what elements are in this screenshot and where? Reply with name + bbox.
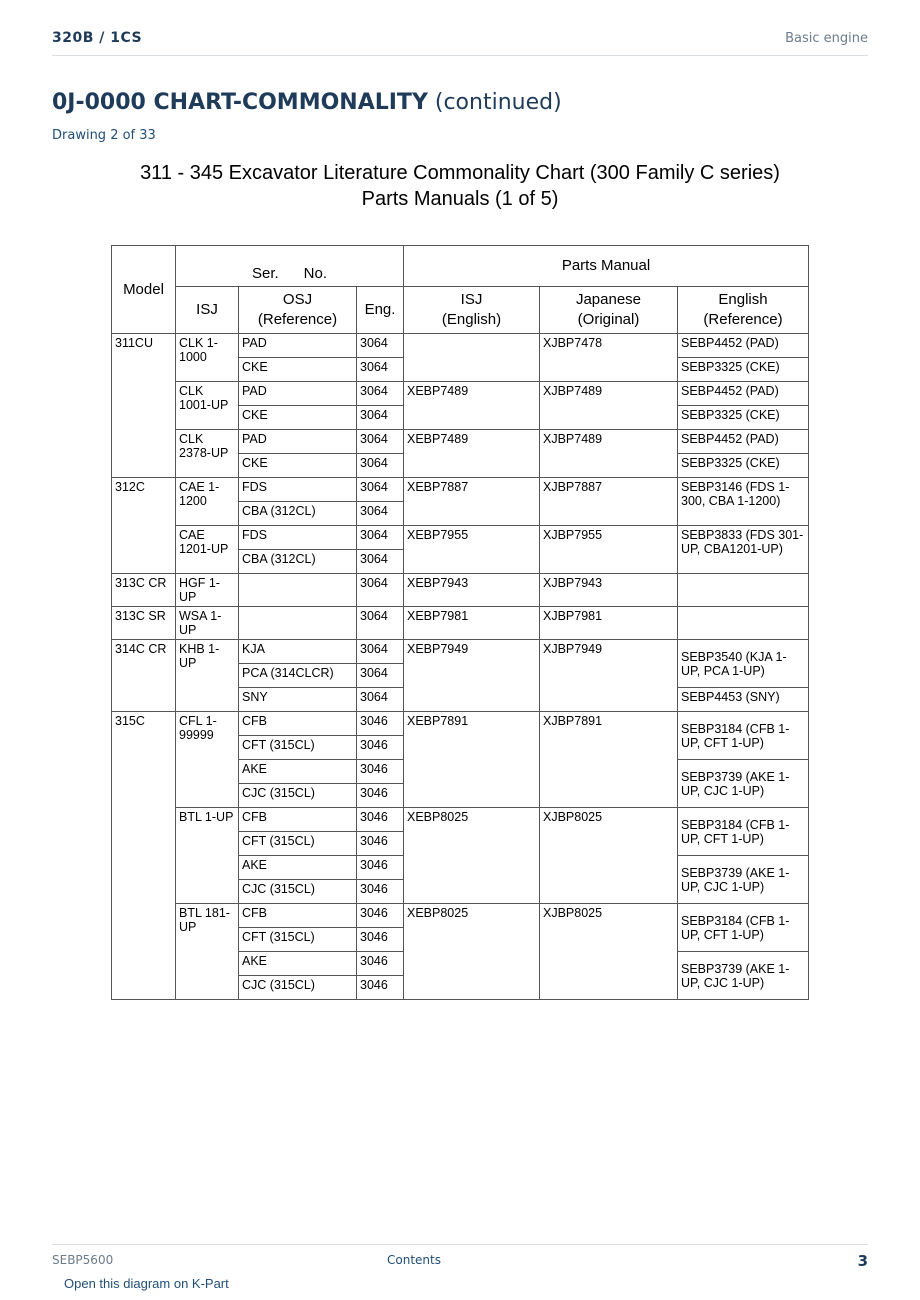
cell-pm-japanese: XJBP7943 — [540, 574, 678, 607]
header-isj: ISJ — [176, 287, 239, 334]
header-pm-isj-sub: (English) — [441, 311, 502, 328]
table-row — [112, 334, 809, 358]
cell-model: 315C — [112, 712, 176, 1000]
page-title-suffix: (continued) — [427, 90, 562, 115]
header-osj-sub: (Reference) — [257, 311, 338, 328]
cell-eng: 3046 — [357, 736, 404, 760]
cell-osj: CBA (312CL) — [239, 550, 357, 574]
cell-model: 311CU — [112, 334, 176, 478]
cell-pm-english: SEBP3833 (FDS 301-UP, CBA1201-UP) — [678, 526, 809, 574]
cell-eng: 3046 — [357, 976, 404, 1000]
cell-osj: CFT (315CL) — [239, 832, 357, 856]
cell-model: 314C CR — [112, 640, 176, 712]
cell-pm-japanese: XJBP8025 — [540, 808, 678, 904]
cell-osj: CFB — [239, 904, 357, 928]
cell-osj: CJC (315CL) — [239, 880, 357, 904]
footer-divider — [52, 1244, 868, 1245]
cell-pm-isj: XEBP7981 — [404, 607, 540, 640]
cell-osj: PAD — [239, 334, 357, 358]
cell-osj: FDS — [239, 526, 357, 550]
table-row — [112, 607, 809, 640]
cell-eng: 3046 — [357, 808, 404, 832]
table-row — [112, 904, 809, 928]
table-row — [112, 712, 809, 736]
page-title-main: 0J-0000 CHART-COMMONALITY — [52, 90, 428, 115]
cell-eng: 3064 — [357, 607, 404, 640]
cell-eng: 3064 — [357, 550, 404, 574]
cell-eng: 3046 — [357, 904, 404, 928]
cell-eng: 3046 — [357, 928, 404, 952]
cell-osj: FDS — [239, 478, 357, 502]
cell-isj-serial: CAE 1201-UP — [176, 526, 239, 574]
cell-eng: 3064 — [357, 430, 404, 454]
cell-pm-english: SEBP3184 (CFB 1-UP, CFT 1-UP) — [678, 808, 809, 856]
header-pm-japanese — [540, 287, 678, 334]
cell-osj: SNY — [239, 688, 357, 712]
header-osj — [239, 287, 357, 334]
header-pm-japanese-sub: (Original) — [577, 311, 640, 328]
cell-pm-english — [678, 574, 809, 607]
cell-osj: CKE — [239, 454, 357, 478]
cell-eng: 3064 — [357, 526, 404, 550]
table-row — [112, 478, 809, 502]
cell-isj-serial: HGF 1-UP — [176, 574, 239, 607]
cell-osj: CJC (315CL) — [239, 784, 357, 808]
cell-isj-serial: WSA 1-UP — [176, 607, 239, 640]
cell-pm-isj: XEBP7955 — [404, 526, 540, 574]
cell-isj-serial: CFL 1-99999 — [176, 712, 239, 808]
cell-pm-english — [678, 607, 809, 640]
header-pm-isj-label: ISJ — [460, 291, 483, 308]
cell-osj: CKE — [239, 358, 357, 382]
table-row — [112, 640, 809, 664]
cell-osj: KJA — [239, 640, 357, 664]
drawing-number: Drawing 2 of 33 — [52, 128, 156, 143]
cell-eng: 3046 — [357, 760, 404, 784]
cell-eng: 3064 — [357, 640, 404, 664]
cell-osj: CBA (312CL) — [239, 502, 357, 526]
cell-osj — [239, 607, 357, 640]
contents-link[interactable]: Contents — [387, 1253, 441, 1267]
cell-pm-isj: XEBP7489 — [404, 382, 540, 430]
cell-osj: PCA (314CLCR) — [239, 664, 357, 688]
chart-title-line2: Parts Manuals (1 of 5) — [361, 188, 559, 210]
cell-osj: AKE — [239, 952, 357, 976]
header-pm-english-label: English — [718, 291, 768, 308]
cell-eng: 3046 — [357, 880, 404, 904]
cell-pm-isj: XEBP7943 — [404, 574, 540, 607]
cell-eng: 3046 — [357, 856, 404, 880]
cell-isj-serial: KHB 1-UP — [176, 640, 239, 712]
cell-pm-english: SEBP3184 (CFB 1-UP, CFT 1-UP) — [678, 904, 809, 952]
header-pm-english-sub: (Reference) — [703, 311, 783, 328]
cell-pm-isj: XEBP7887 — [404, 478, 540, 526]
cell-eng: 3064 — [357, 664, 404, 688]
cell-isj-serial: BTL 181-UP — [176, 904, 239, 1000]
table-row — [112, 574, 809, 607]
cell-eng: 3064 — [357, 502, 404, 526]
cell-pm-english: SEBP3739 (AKE 1-UP, CJC 1-UP) — [678, 952, 809, 1000]
cell-pm-english: SEBP3184 (CFB 1-UP, CFT 1-UP) — [678, 712, 809, 760]
cell-pm-isj: XEBP8025 — [404, 808, 540, 904]
cell-eng: 3064 — [357, 454, 404, 478]
cell-osj: AKE — [239, 760, 357, 784]
header-pm-english — [678, 287, 809, 334]
commonality-table — [111, 245, 809, 1000]
chart-title-line1: 311 - 345 Excavator Literature Commonality Chart (300 Family C series) — [140, 162, 780, 184]
cell-osj: PAD — [239, 430, 357, 454]
cell-model: 313C SR — [112, 607, 176, 640]
cell-eng: 3064 — [357, 574, 404, 607]
cell-pm-english: SEBP3739 (AKE 1-UP, CJC 1-UP) — [678, 856, 809, 904]
cell-isj-serial: BTL 1-UP — [176, 808, 239, 904]
cell-osj: CFB — [239, 808, 357, 832]
page-number: 3 — [857, 1252, 868, 1270]
cell-pm-english: SEBP4452 (PAD) — [678, 382, 809, 406]
table-row — [112, 526, 809, 550]
header-ser-no — [176, 246, 404, 287]
cell-pm-english: SEBP4452 (PAD) — [678, 430, 809, 454]
cell-pm-japanese: XJBP7981 — [540, 607, 678, 640]
cell-model: 313C CR — [112, 574, 176, 607]
cell-isj-serial: CLK 2378-UP — [176, 430, 239, 478]
cell-isj-serial: CAE 1-1200 — [176, 478, 239, 526]
header-parts-manual: Parts Manual — [404, 246, 809, 287]
cell-pm-japanese: XJBP7489 — [540, 382, 678, 430]
header-ser-no-label: Ser. No. — [251, 265, 328, 282]
cell-pm-isj: XEBP7949 — [404, 640, 540, 712]
cell-pm-english: SEBP3146 (FDS 1-300, CBA 1-1200) — [678, 478, 809, 526]
table-row — [112, 808, 809, 832]
kpart-link[interactable]: Open this diagram on K-Part — [64, 1276, 229, 1291]
cell-pm-english: SEBP3325 (CKE) — [678, 406, 809, 430]
header-pm-isj — [404, 287, 540, 334]
cell-isj-serial: CLK 1001-UP — [176, 382, 239, 430]
cell-eng: 3064 — [357, 688, 404, 712]
table-body — [112, 334, 809, 1000]
cell-pm-english: SEBP4452 (PAD) — [678, 334, 809, 358]
chart-title — [0, 160, 920, 212]
cell-pm-japanese: XJBP7489 — [540, 430, 678, 478]
cell-osj: CFT (315CL) — [239, 928, 357, 952]
section-label: Basic engine — [785, 31, 868, 46]
cell-pm-japanese: XJBP7949 — [540, 640, 678, 712]
cell-osj — [239, 574, 357, 607]
cell-eng: 3046 — [357, 832, 404, 856]
header-model: Model — [112, 246, 176, 334]
cell-pm-japanese: XJBP7891 — [540, 712, 678, 808]
cell-pm-isj: XEBP8025 — [404, 904, 540, 1000]
cell-eng: 3064 — [357, 358, 404, 382]
cell-eng: 3064 — [357, 406, 404, 430]
header-osj-label: OSJ — [282, 291, 313, 308]
cell-pm-isj: XEBP7489 — [404, 430, 540, 478]
cell-pm-isj — [404, 334, 540, 382]
cell-pm-japanese: XJBP7478 — [540, 334, 678, 382]
cell-eng: 3064 — [357, 382, 404, 406]
breadcrumb: 320B / 1CS — [52, 30, 143, 46]
header-pm-japanese-label: Japanese — [575, 291, 642, 308]
cell-osj: AKE — [239, 856, 357, 880]
cell-osj: CFB — [239, 712, 357, 736]
cell-eng: 3046 — [357, 784, 404, 808]
cell-isj-serial: CLK 1-1000 — [176, 334, 239, 382]
cell-model: 312C — [112, 478, 176, 574]
cell-eng: 3064 — [357, 334, 404, 358]
cell-osj: CJC (315CL) — [239, 976, 357, 1000]
table-row — [112, 430, 809, 454]
cell-pm-english: SEBP3325 (CKE) — [678, 454, 809, 478]
cell-eng: 3046 — [357, 712, 404, 736]
cell-pm-english: SEBP3325 (CKE) — [678, 358, 809, 382]
cell-osj: PAD — [239, 382, 357, 406]
cell-osj: CFT (315CL) — [239, 736, 357, 760]
header-divider — [52, 55, 868, 56]
cell-pm-english: SEBP4453 (SNY) — [678, 688, 809, 712]
cell-pm-japanese: XJBP7887 — [540, 478, 678, 526]
doc-id: SEBP5600 — [52, 1253, 114, 1267]
cell-eng: 3064 — [357, 478, 404, 502]
cell-pm-japanese: XJBP7955 — [540, 526, 678, 574]
page-title — [52, 90, 562, 115]
cell-pm-isj: XEBP7891 — [404, 712, 540, 808]
cell-eng: 3046 — [357, 952, 404, 976]
cell-osj: CKE — [239, 406, 357, 430]
cell-pm-english: SEBP3540 (KJA 1-UP, PCA 1-UP) — [678, 640, 809, 688]
cell-pm-english: SEBP3739 (AKE 1-UP, CJC 1-UP) — [678, 760, 809, 808]
header-eng: Eng. — [357, 287, 404, 334]
table-row — [112, 382, 809, 406]
cell-pm-japanese: XJBP8025 — [540, 904, 678, 1000]
